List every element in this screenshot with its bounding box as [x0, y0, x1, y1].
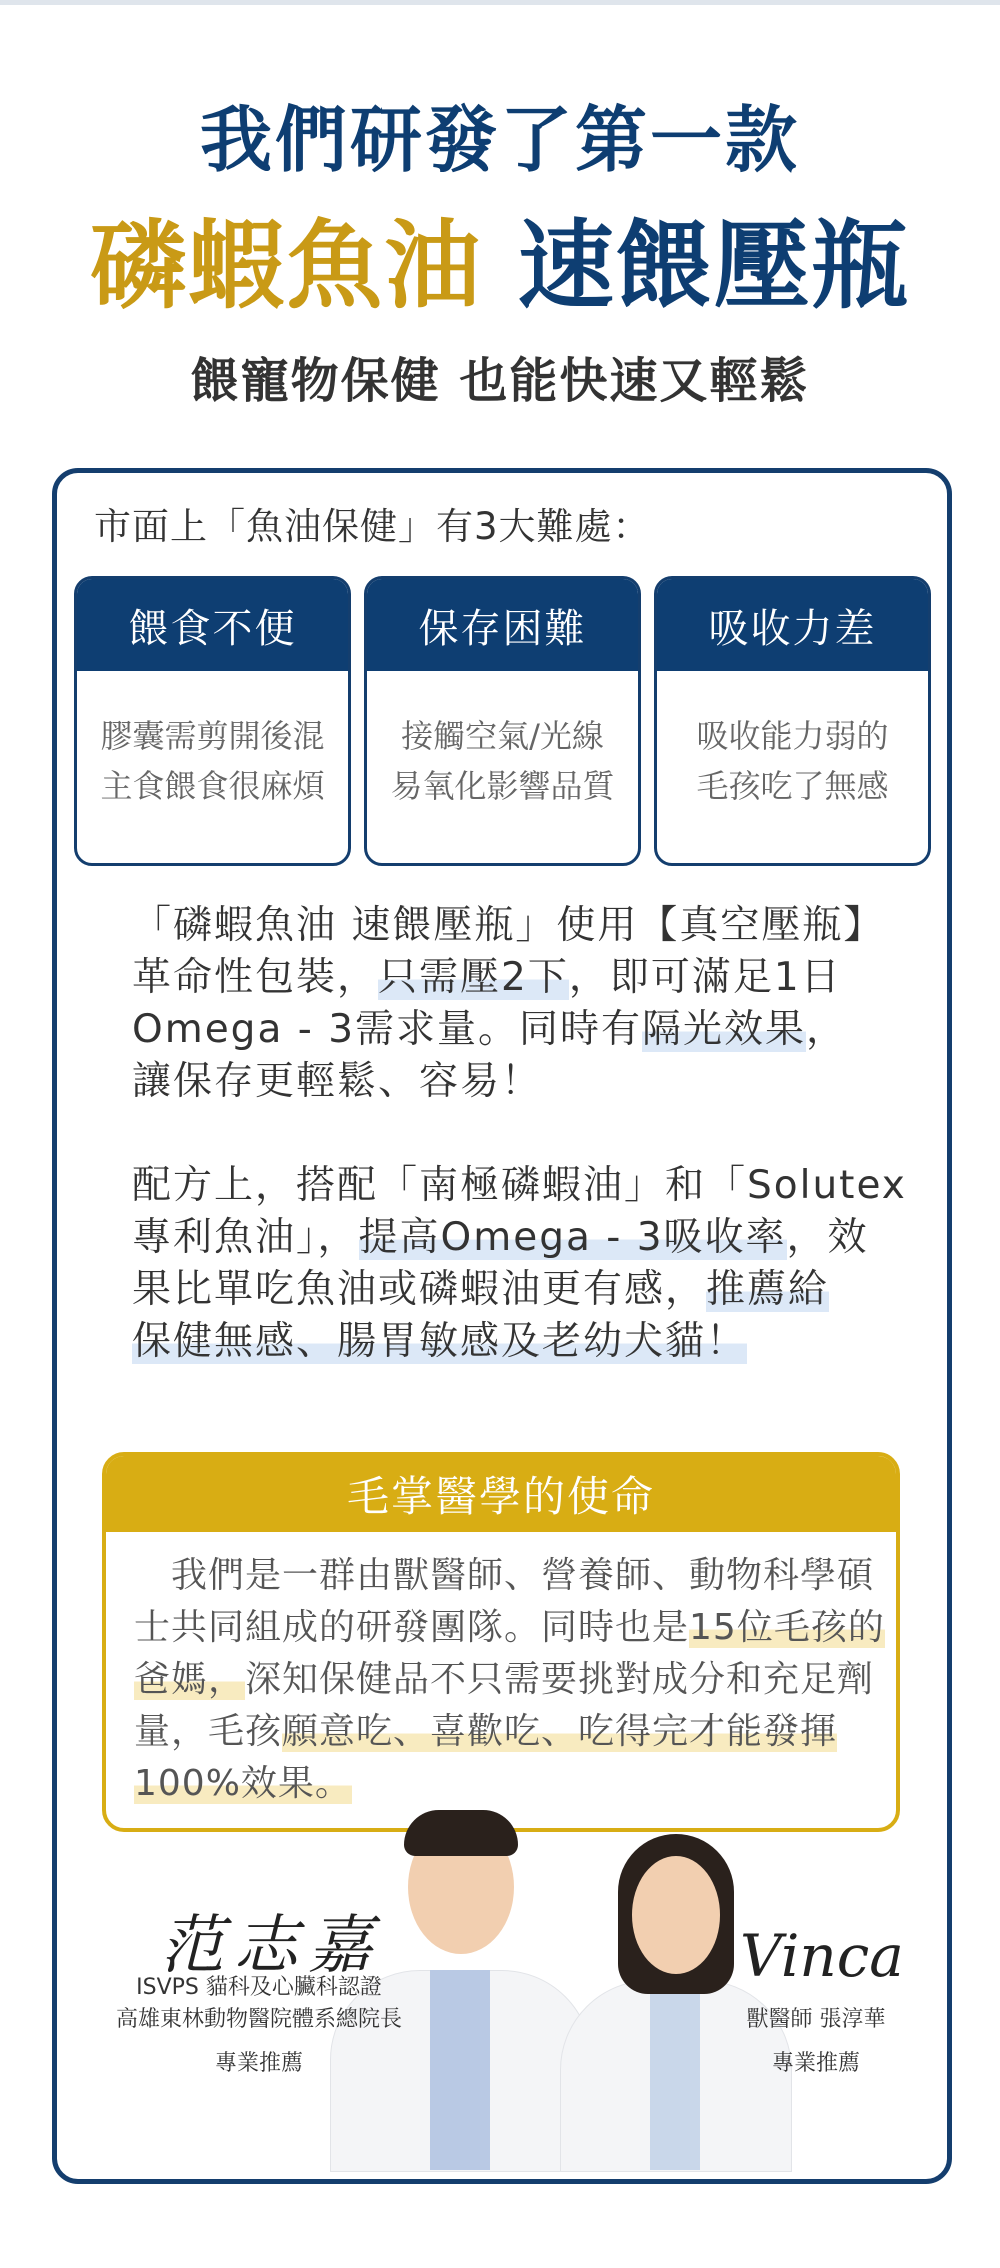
problem-card-line: 易氧化影響品質: [390, 767, 615, 805]
highlight: 只需壓2下: [378, 955, 569, 1000]
problem-card-text: [77, 671, 348, 811]
credential-line: 高雄東林動物醫院體系總院長: [115, 2007, 402, 2032]
problem-card-text: [367, 671, 638, 811]
problems-intro: 市面上「魚油保健」有3大難處：: [94, 505, 651, 548]
headline-subtitle: 餵寵物保健 也能快速又輕鬆: [190, 353, 810, 409]
headline-line1: 我們研發了第一款: [199, 98, 800, 182]
product-name-blue: 速餵壓瓶: [517, 210, 910, 322]
problem-card-text: [657, 671, 928, 811]
problem-card-title: 餵食不便: [77, 579, 348, 671]
highlight: 隔光效果: [642, 1007, 807, 1052]
highlight: 提高Omega - 3吸收率: [358, 1215, 787, 1260]
credential-line: 獸醫師 張淳華: [746, 2007, 886, 2032]
text-line: 配方上，搭配「南極磷蝦油」和「Solutex: [132, 1163, 907, 1208]
recommend-label: 專業推薦: [214, 2051, 303, 2076]
problem-card-line: 吸收能力弱的: [696, 717, 889, 755]
problem-card-feeding: [74, 576, 351, 866]
signature-left: 范志嘉: [160, 1909, 382, 1983]
highlight: 爸媽，: [134, 1659, 246, 1700]
text-line: 保健無感、腸胃敏感及老幼犬貓！: [132, 1319, 748, 1364]
highlight: 15位毛孩的: [689, 1607, 885, 1648]
product-name-gold: 磷蝦魚油: [90, 210, 483, 322]
text-line: 爸媽，深知保健品不只需要挑對成分和充足劑: [134, 1659, 875, 1700]
text-line: 「磷蝦魚油 速餵壓瓶」使用【真空壓瓶】: [132, 903, 885, 948]
headline-product: [0, 190, 1000, 327]
expert-right-credentials: [726, 2004, 906, 2080]
product-description: [132, 900, 892, 1108]
text-line: 士共同組成的研發團隊。同時也是15位毛孩的: [134, 1607, 885, 1648]
problem-card-line: 膠囊需剪開後混: [100, 717, 325, 755]
mission-title: 毛掌醫學的使命: [106, 1456, 896, 1532]
text-line: 量，毛孩願意吃、喜歡吃、吃得完才能發揮: [134, 1711, 838, 1752]
problem-card-storage: [364, 576, 641, 866]
formula-description: [132, 1160, 907, 1368]
problem-card-line: 毛孩吃了無感: [696, 767, 889, 805]
mission-box: [102, 1452, 900, 1832]
problem-card-title: 吸收力差: [657, 579, 928, 671]
mission-text: [106, 1532, 896, 1810]
recommend-label: 專業推薦: [771, 2051, 860, 2076]
female-vet-photo: [560, 1830, 790, 2170]
problem-card-absorption: [654, 576, 931, 866]
highlight: 推薦給: [706, 1267, 830, 1312]
problem-card-title: 保存困難: [367, 579, 638, 671]
text-line: 革命性包裝，只需壓2下，即可滿足1日: [132, 955, 842, 1000]
problem-card-line: 主食餵食很麻煩: [100, 767, 325, 805]
expert-left-credentials: [94, 1972, 424, 2080]
text-line: 我們是一群由獸醫師、營養師、動物科學碩: [134, 1555, 875, 1596]
top-divider: [0, 0, 1000, 5]
problem-card-line: 接觸空氣/光線: [401, 717, 604, 755]
text-line: Omega - 3需求量。同時有隔光效果，: [132, 1007, 848, 1052]
highlight: 願意吃、喜歡吃、吃得完才能發揮: [282, 1711, 838, 1752]
text-line: 讓保存更輕鬆、容易！: [132, 1059, 543, 1104]
credential-line: ISVPS 貓科及心臟科認證: [136, 1975, 382, 2000]
highlight: 100%效果。: [134, 1763, 352, 1804]
text-line: 果比單吃魚油或磷蝦油更有感，推薦給: [132, 1267, 830, 1312]
signature-right: Vinca: [740, 1922, 904, 1990]
text-line: 專利魚油」，提高Omega - 3吸收率，效: [132, 1215, 869, 1260]
